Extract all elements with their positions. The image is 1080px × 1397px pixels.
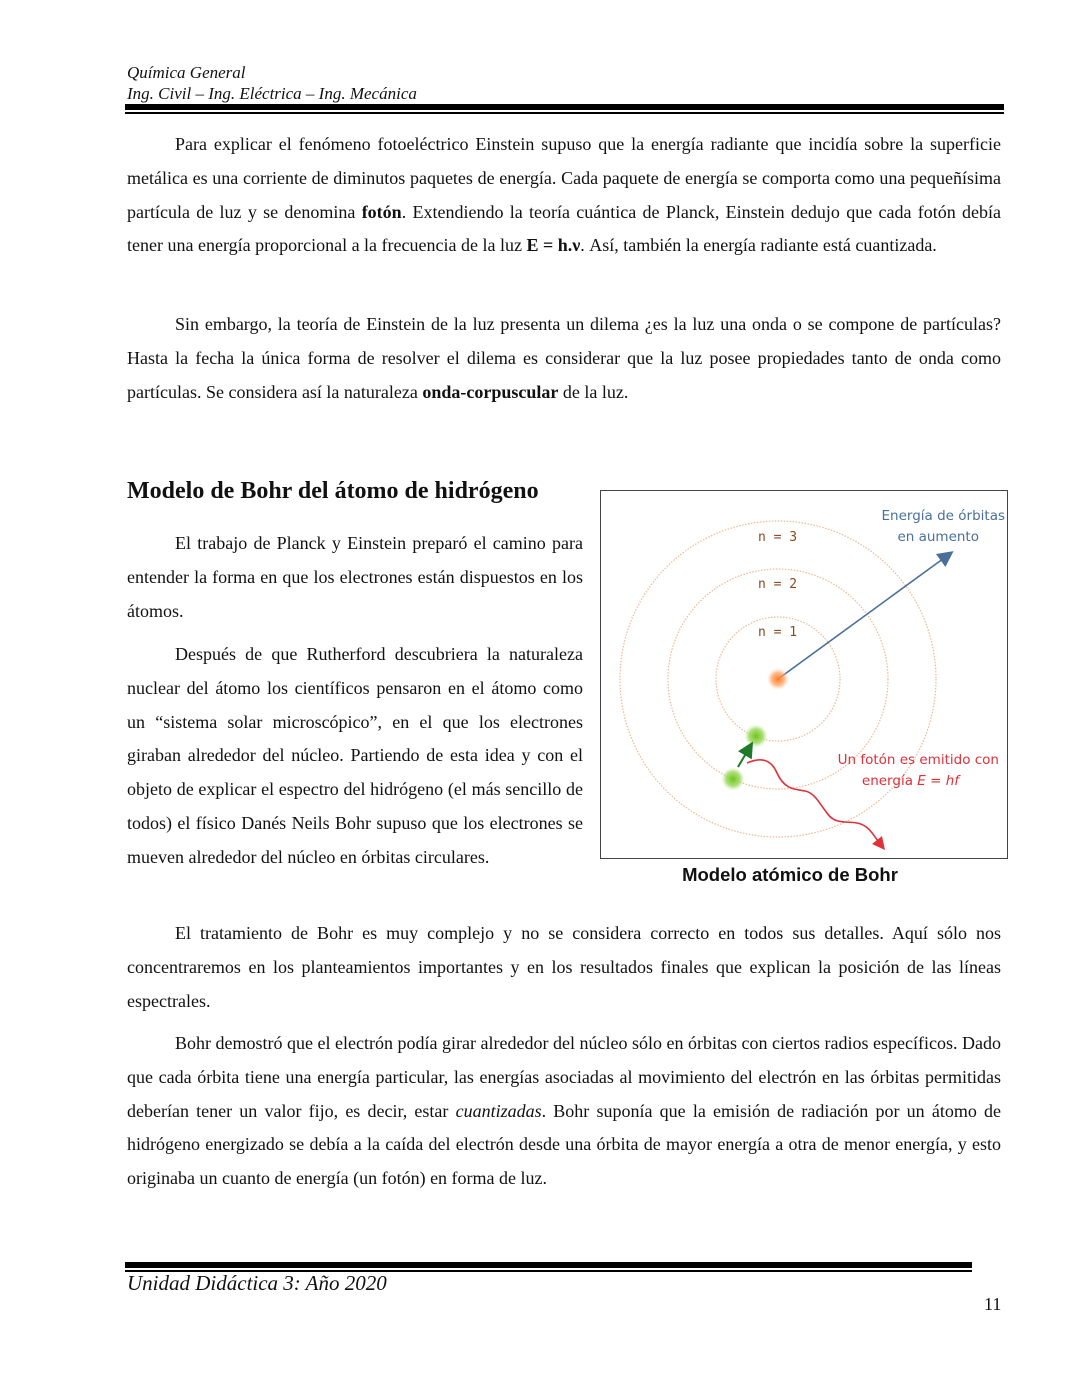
paragraph-wave-particle: Sin embargo, la teoría de Einstein de la luz presenta un dilema ¿es la luz una onda o se compone de partículas? Hasta la fecha la única forma de resolver el dilema es considerar que la luz posee propiedades tanto de onda como partículas. Se considera así la naturaleza onda-corpuscular de la luz. — [127, 314, 1001, 402]
section-title: Modelo de Bohr del átomo de hidrógeno — [127, 478, 539, 504]
paragraph-bohr-quantized-orbits: Bohr demostró que el electrón podía girar alrededor del núcleo sólo en órbitas con ciertos radios específicos. Dado que cada órbita tiene una energía particular, las energías asociadas al movimiento del electrón en las órbitas permitidas deberían tener un valor fijo, es decir, estar cuantizadas. Bohr suponía que la emisión de radiación por un átomo de hidrógeno energizado se debía a la caída del electrón desde una órbita de mayor energía a otra de menor energía, y esto originaba un cuanto de energía (un fotón) en forma de luz. — [127, 1033, 1001, 1189]
header-course-title: Química General — [127, 63, 246, 82]
orbit-label-n3: n = 3 — [758, 530, 798, 545]
term-onda-corpuscular: onda-corpuscular — [422, 381, 559, 402]
photon-label-line1: Un fotón es emitido con — [837, 752, 999, 768]
paragraph-planck-einstein-path: El trabajo de Planck y Einstein preparó el camino para entender la forma en que los electrones están dispuestos en los átomos. — [127, 533, 583, 621]
electron-inner — [744, 724, 768, 748]
header-programs: Ing. Civil – Ing. Eléctrica – Ing. Mecánica — [127, 84, 417, 103]
page-number: 11 — [984, 1294, 1002, 1314]
footer-rule-thick — [125, 1262, 972, 1268]
formula-planck-einstein: E = h.ν — [526, 235, 581, 256]
paragraph-rutherford-bohr: Después de que Rutherford descubriera la naturaleza nuclear del átomo los científicos pensaron en el átomo como un “sistema solar microscópico”, en el que los electrones giraban alrededor del núcleo. Partiendo de esta idea y con el objeto de explicar el espectro del hidrógeno (el más sencillo de todos) el físico Danés Neils Bohr supuso que los electrones se mueven alrededor del núcleo en órbitas circulares. — [127, 644, 583, 867]
electron-outer — [721, 767, 745, 791]
running-footer: Unidad Didáctica 3: Año 2020 — [127, 1271, 387, 1295]
running-header — [127, 62, 417, 104]
bohr-diagram — [601, 491, 1007, 858]
term-cuantizadas: cuantizadas — [455, 1100, 542, 1121]
photon-label-line2: energía E = hf — [861, 773, 959, 789]
figure-caption: Modelo atómico de Bohr — [682, 864, 898, 885]
paragraph-bohr-treatment: El tratamiento de Bohr es muy complejo y no se considera correcto en todos sus detalles. Aquí sólo nos concentraremos en los planteamientos importantes y en los resultados finales que explican la posición de las líneas espectrales. — [127, 923, 1001, 1011]
transition-arrow — [738, 745, 751, 767]
bohr-model-figure — [600, 490, 1008, 859]
header-rule-thick — [125, 104, 1004, 110]
orbit-label-n1: n = 1 — [758, 625, 798, 640]
header-rule-thin — [125, 112, 1004, 114]
term-foton: fotón — [361, 201, 402, 222]
energy-label-line1: Energía de órbitas — [881, 508, 1005, 524]
nucleus — [767, 668, 789, 690]
orbit-label-n2: n = 2 — [758, 577, 798, 592]
paragraph-photoelectric: Para explicar el fenómeno fotoeléctrico Einstein supuso que la energía radiante que incidía sobre la superficie metálica es una corriente de diminutos paquetes de energía. Cada paquete de energía se comporta como una pequeñísima partícula de luz y se denomina fotón. Extendiendo la teoría cuántica de Planck, Einstein dedujo que cada fotón debía tener una energía proporcional a la frecuencia de la luz E = h.ν. Así, también la energía radiante está cuantizada. — [127, 134, 1002, 256]
photon-wave — [747, 760, 881, 845]
energy-label-line2: en aumento — [897, 529, 979, 545]
